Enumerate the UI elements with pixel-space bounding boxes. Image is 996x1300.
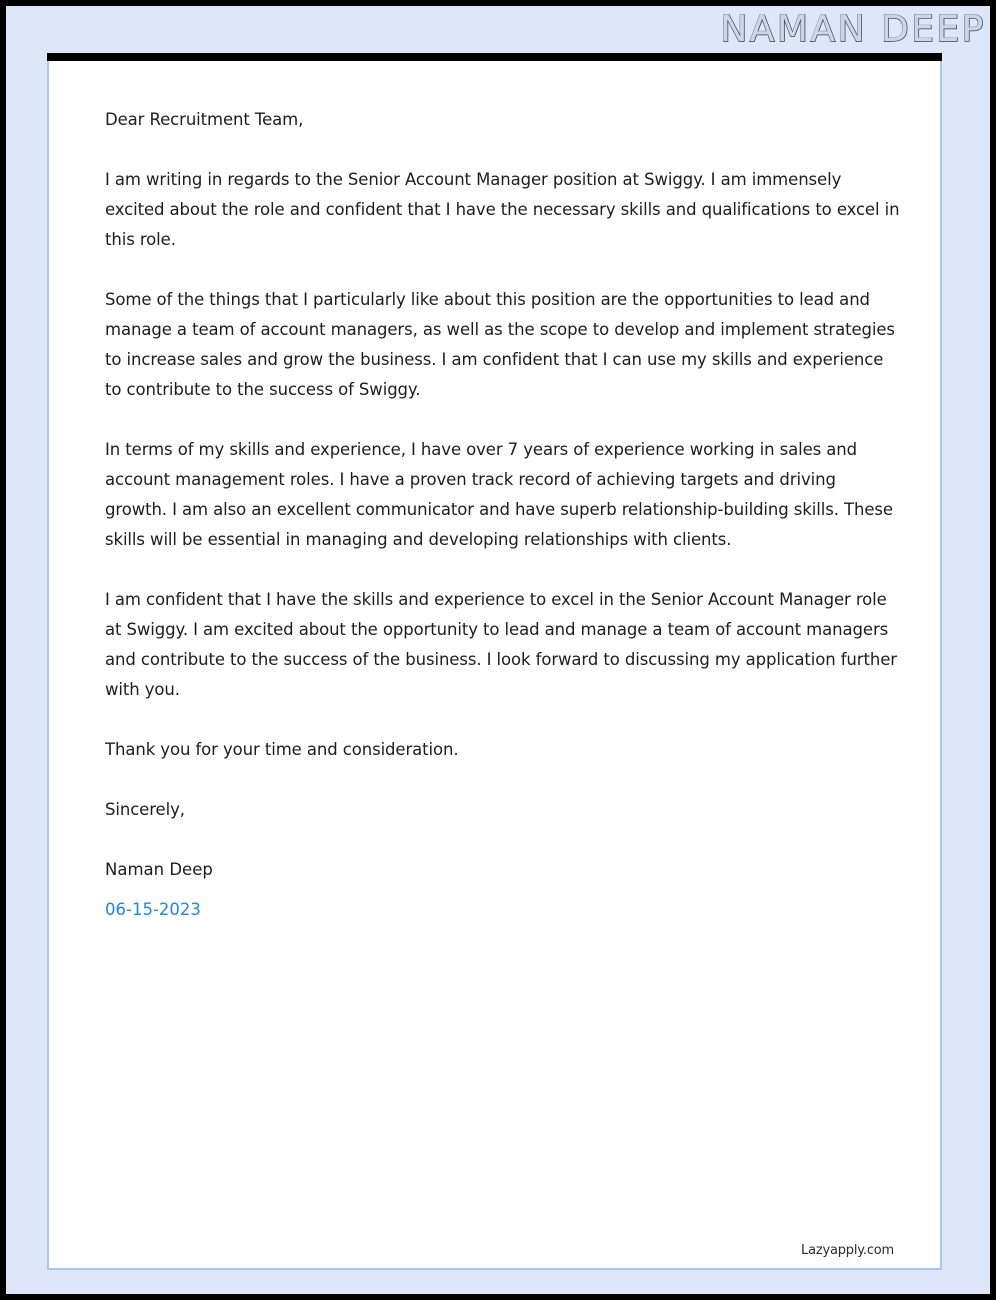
letter-content	[105, 105, 901, 925]
letter-page	[47, 61, 942, 1270]
paragraph-4: I am confident that I have the skills and experience to excel in the Senior Account Manager role at Swiggy. I am excited about the opportunity to lead and manage a team of account managers and contribute to the success of the business. I look forward to discussing my application further with you.	[105, 590, 897, 699]
header-divider-rule	[47, 53, 942, 61]
letterhead-header	[6, 6, 990, 53]
paragraph-1: I am writing in regards to the Senior Account Manager position at Swiggy. I am immensely excited about the role and confident that I have the necessary skills and qualifications to excel in this role.	[105, 170, 900, 249]
signature-date: 06-15-2023	[105, 900, 201, 919]
paragraph-3: In terms of my skills and experience, I have over 7 years of experience working in sales and account management roles. I have a proven track record of achieving targets and driving growth. I am also an excellent communicator and have superb relationship-building skills. These skills will be essential in managing and developing relationships with clients.	[105, 440, 893, 549]
paragraph-2: Some of the things that I particularly like about this position are the opportunities to lead and manage a team of account managers, as well as the scope to develop and implement strategies to increase sales and grow the business. I am confident that I can use my skills and experience to contribute to the success of Swiggy.	[105, 290, 895, 399]
thank-you-line: Thank you for your time and consideration.	[105, 740, 459, 759]
letterhead-name: NAMAN DEEP	[720, 8, 986, 50]
footer-watermark: Lazyapply.com	[801, 1243, 894, 1258]
document-canvas	[6, 6, 990, 1294]
closing-line: Sincerely,	[105, 800, 185, 819]
salutation: Dear Recruitment Team,	[105, 110, 304, 129]
signature-name: Naman Deep	[105, 860, 213, 879]
